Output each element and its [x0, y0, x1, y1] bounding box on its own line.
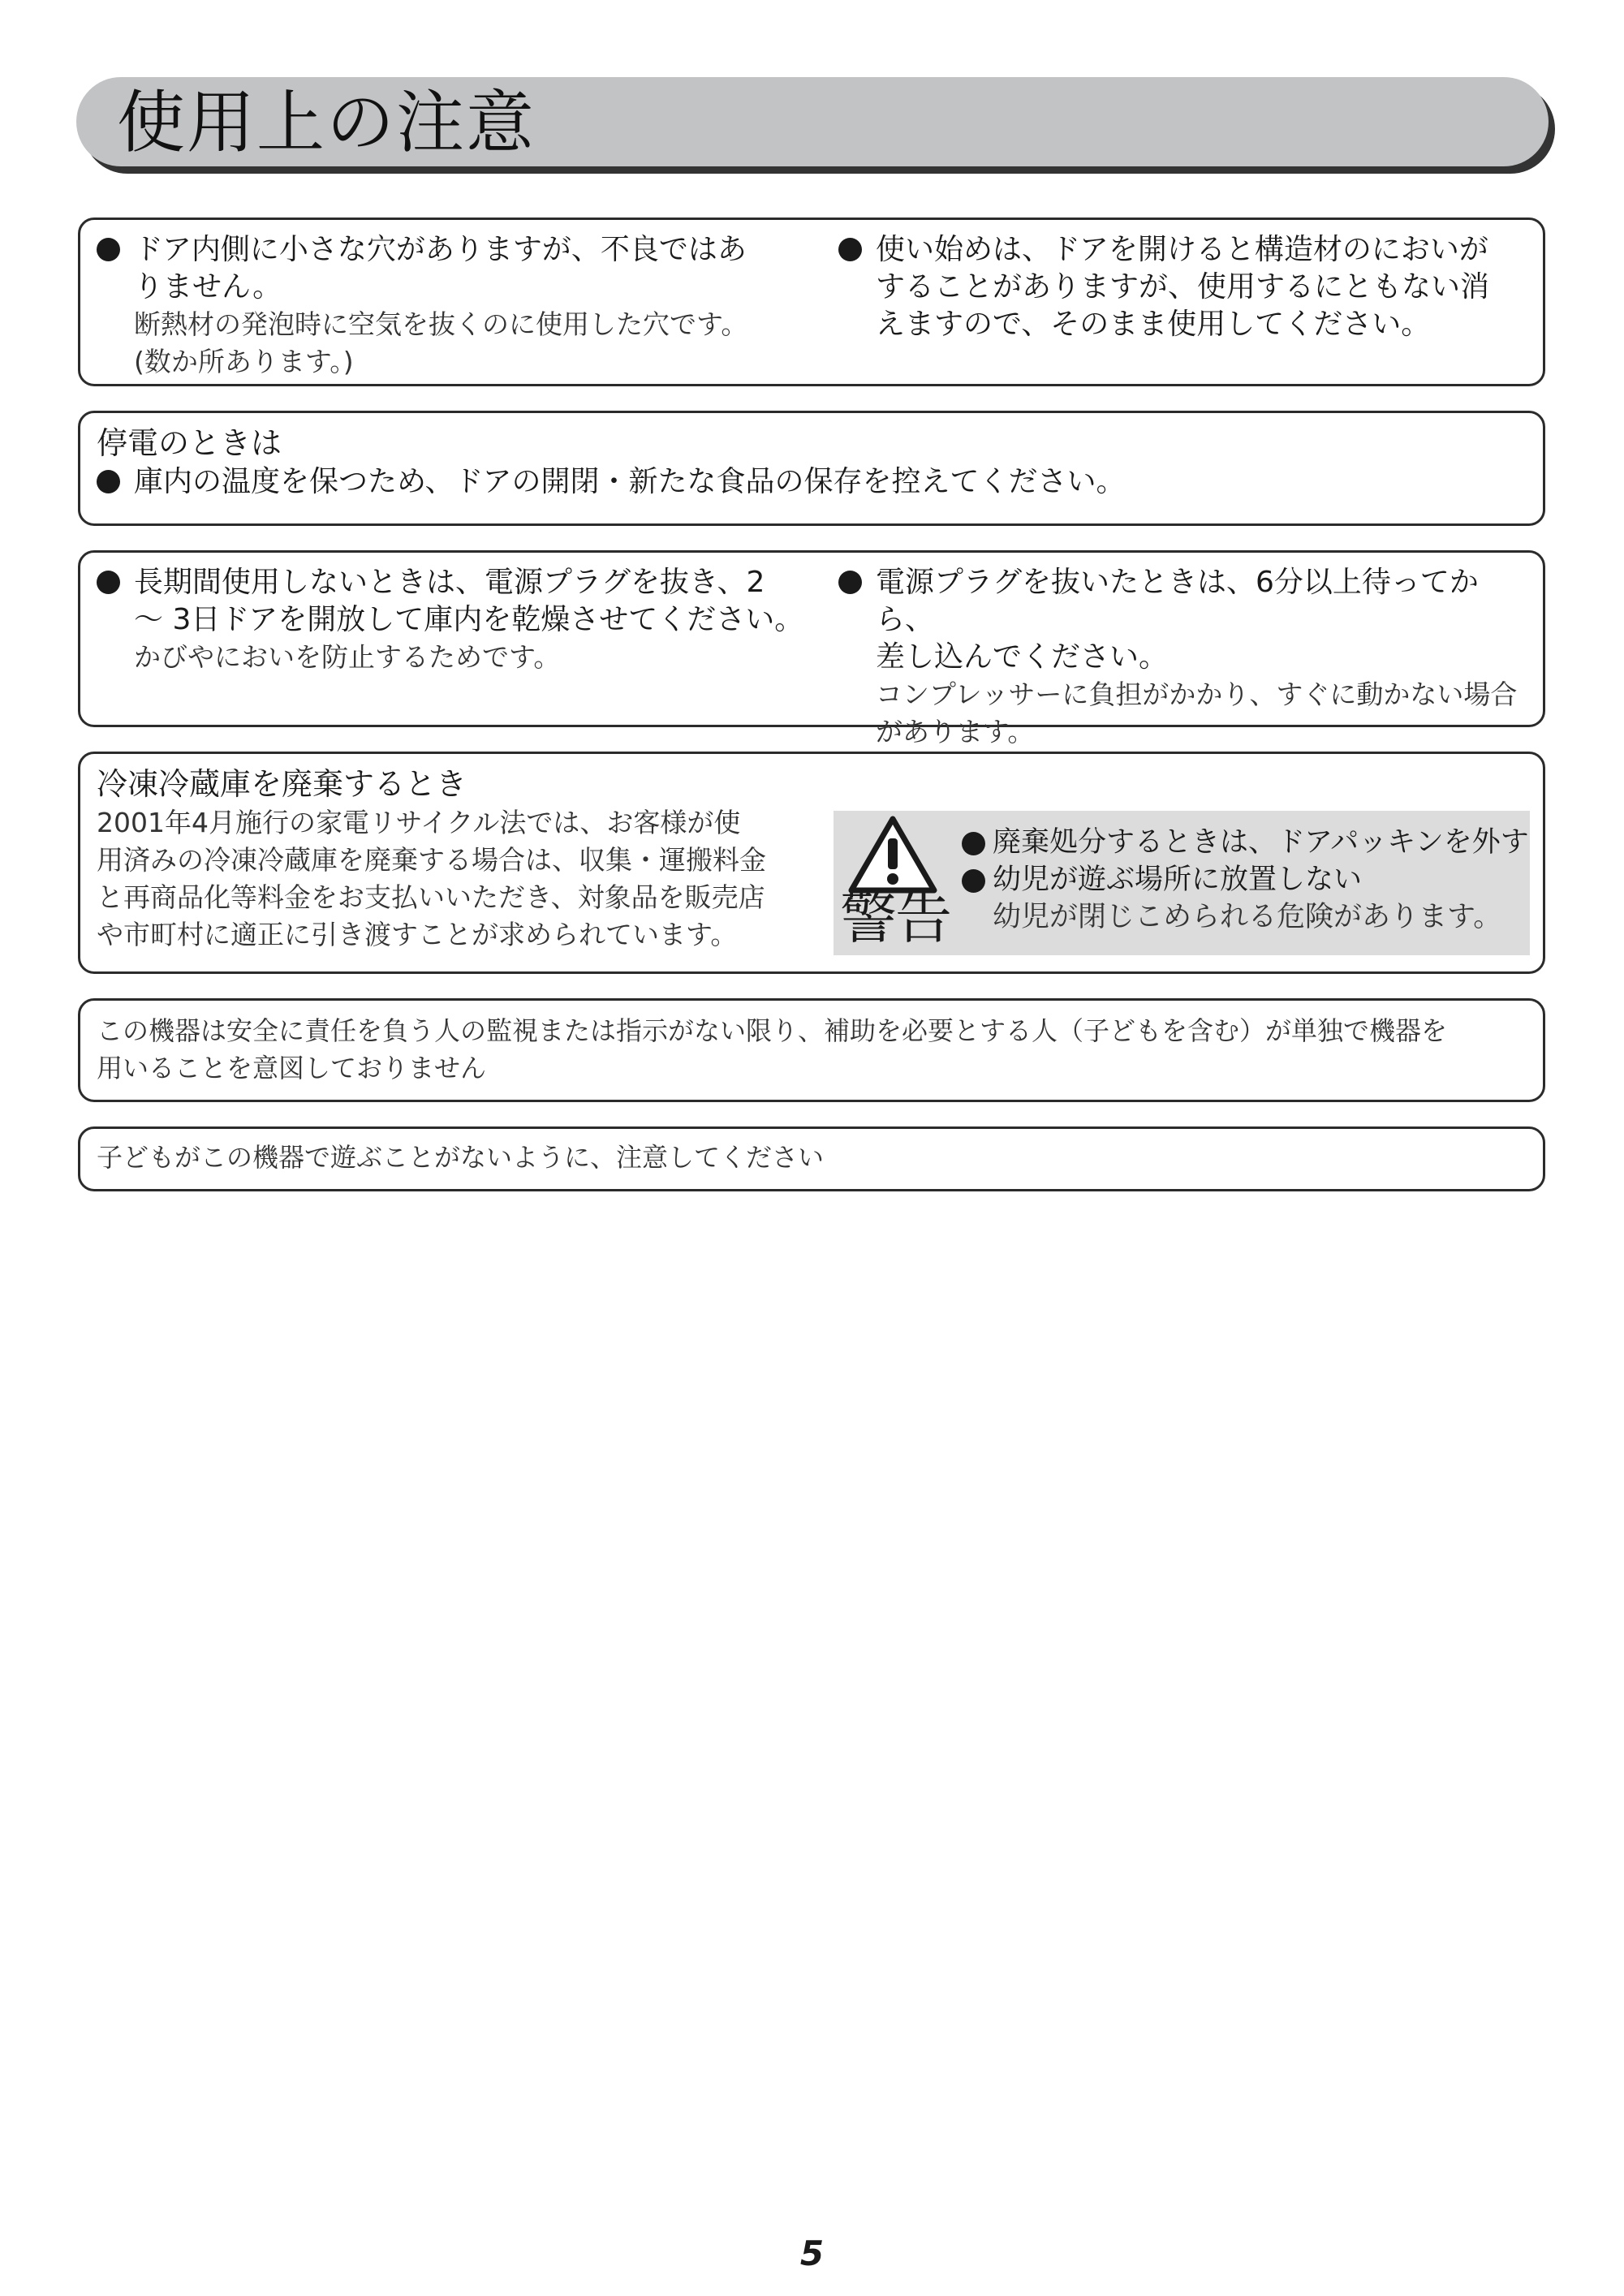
sub-text-line: コンプレッサーに負担がかかり、すぐに動かない場合 — [876, 678, 1518, 710]
warning-sub-text: 幼児が閉じこめられる危険があります。 — [993, 901, 1502, 933]
bullet-item — [838, 231, 1536, 343]
bullet-icon — [97, 571, 120, 594]
notice-box-disposal — [78, 752, 1545, 974]
notice-initial-odor — [838, 231, 1536, 343]
body-text-line: この機器は安全に責任を負う人の監視または指示がない限り、補助を必要とする人（子どもを含む）が単独で機器を — [97, 1015, 1448, 1046]
bullet-icon — [838, 238, 862, 261]
warning-item-text: 廃棄処分するときは、ドアパッキンを外す — [993, 826, 1529, 859]
main-text-line: 使い始めは、ドアを開けると構造材のにおいが — [876, 233, 1488, 266]
notice-box-power-outage — [78, 411, 1545, 526]
notice-box-long-term — [78, 550, 1545, 747]
main-text-line: することがありますが、使用するにともない消 — [876, 270, 1490, 304]
body-text-line: 2001年4月施行の家電リサイクル法では、お客様が使 — [97, 807, 741, 838]
warning-item — [962, 824, 1529, 861]
bullet-item — [97, 463, 1525, 501]
page-number: 5 — [799, 2234, 825, 2273]
bullet-item — [838, 564, 1536, 751]
sub-text-line: かびやにおいを防止するためです。 — [134, 641, 561, 673]
children-text — [97, 1139, 1541, 1176]
notice-box-door — [78, 218, 1545, 386]
notice-door-hole — [97, 231, 811, 381]
main-text-line: ～ 3日ドアを開放して庫内を乾燥させてください。 — [134, 603, 804, 636]
bullet-icon — [962, 869, 985, 893]
body-text-line: や市町村に適正に引き渡すことが求められています。 — [97, 919, 738, 950]
body-text-line: 子どもがこの機器で遊ぶことがないように、注意してください — [97, 1142, 825, 1173]
title-bar — [76, 77, 1549, 166]
warning-item — [962, 861, 1522, 898]
main-text-line: 庫内の温度を保つため、ドアの開閉・新たな食品の保存を控えてください。 — [134, 465, 1126, 498]
body-text-line: と再商品化等料金をお支払いいただき、対象品を販売店 — [97, 881, 765, 913]
page-title: 使用上の注意 — [117, 83, 536, 162]
section-heading: 停電のときは — [97, 425, 282, 461]
sub-text-line: (数か所あります。) — [134, 346, 354, 377]
body-text-line: 用いることを意図しておりません — [97, 1053, 487, 1083]
bullet-item — [97, 231, 811, 381]
bullet-icon — [838, 571, 862, 594]
supervision-text — [97, 1012, 1541, 1087]
sub-text-line: があります。 — [876, 716, 1035, 747]
power-outage-content — [97, 423, 1525, 501]
bullet-item — [97, 564, 819, 676]
main-text-line: りません。 — [134, 270, 282, 304]
notice-box-supervision — [78, 998, 1545, 1102]
bullet-icon — [962, 832, 985, 855]
main-text-line: ドア内側に小さな穴がありますが、不良ではあ — [134, 233, 747, 266]
sub-text-line: 断熱材の発泡時に空気を抜くのに使用した穴です。 — [134, 308, 748, 340]
main-text-line: 差し込んでください。 — [876, 640, 1169, 674]
main-text-line: えますので、そのまま使用してください。 — [876, 308, 1431, 341]
body-text-line: 用済みの冷凍冷蔵庫を廃棄する場合は、収集・運搬料金 — [97, 844, 766, 876]
disposal-text — [97, 764, 827, 954]
warning-label: 警告 — [840, 885, 950, 951]
notice-unplug-wait — [838, 564, 1536, 751]
bullet-icon — [97, 470, 120, 493]
bullet-icon — [97, 238, 120, 261]
section-heading: 冷凍冷蔵庫を廃棄するとき — [97, 766, 467, 802]
warning-triangle-icon — [848, 816, 937, 894]
main-text-line: 長期間使用しないときは、電源プラグを抜き、2 — [134, 566, 765, 599]
main-text-line: 電源プラグを抜いたときは、6分以上待ってから、 — [876, 566, 1479, 636]
notice-long-term-unused — [97, 564, 819, 676]
warning-list — [962, 824, 1529, 936]
notice-box-children — [78, 1126, 1545, 1191]
warning-item-text: 幼児が遊ぶ場所に放置しない — [993, 864, 1363, 896]
warning-panel — [834, 811, 1530, 955]
